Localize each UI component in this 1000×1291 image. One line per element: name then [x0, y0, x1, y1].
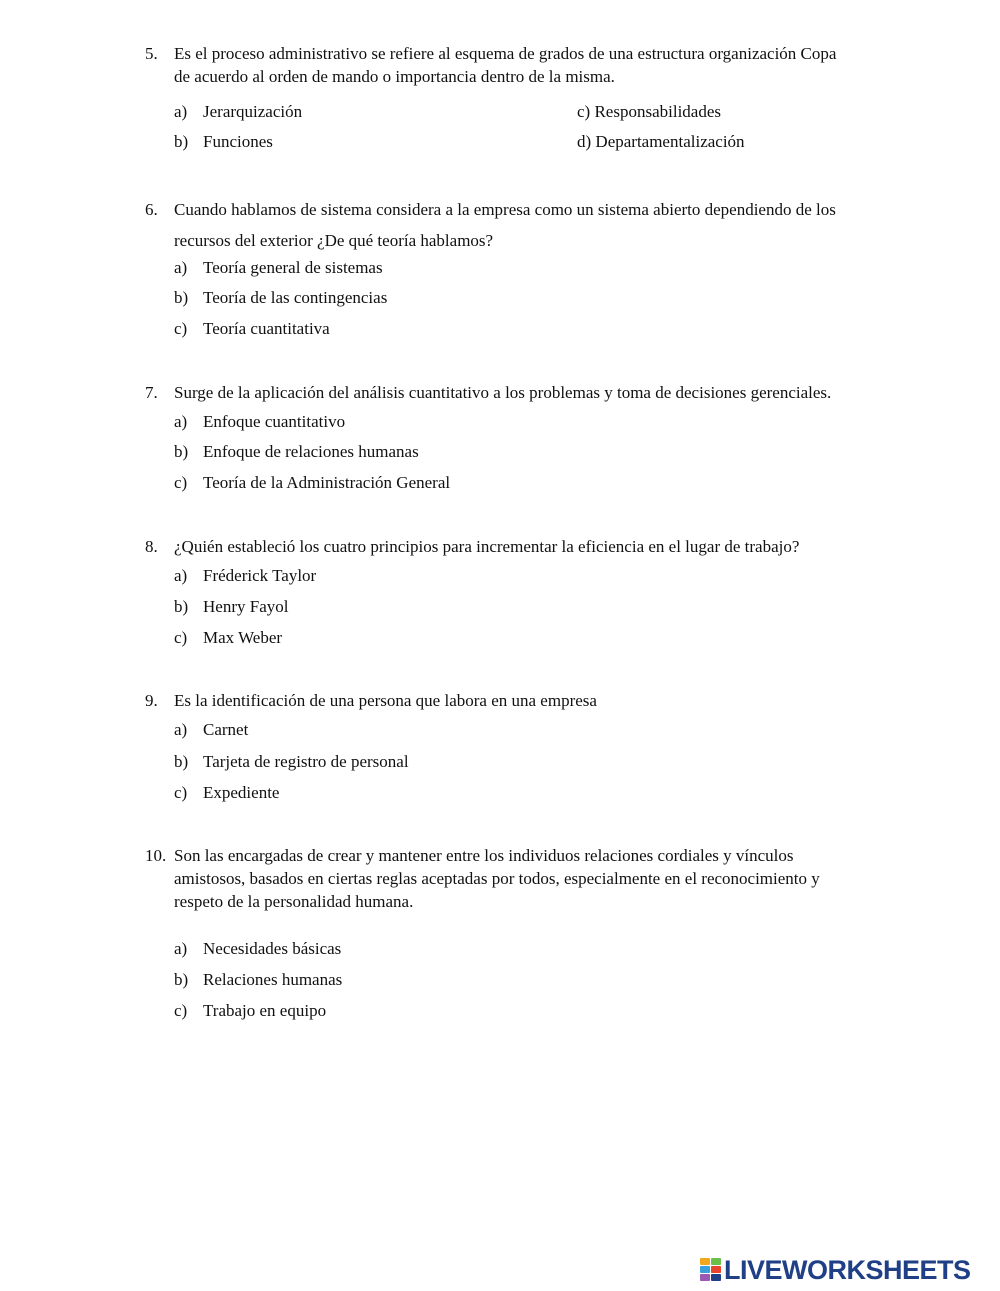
- question-line: Es la identificación de una persona que labora en una empresa: [174, 691, 597, 710]
- question-line: Son las encargadas de crear y mantener entre los individuos relaciones cordiales y vínculos: [174, 846, 794, 865]
- question-text: [174, 844, 894, 913]
- question-text: [174, 381, 894, 404]
- question-line: Cuando hablamos de sistema considera a la empresa como un sistema abierto dependiendo de los: [174, 200, 836, 219]
- option-d[interactable]: d) Departamentalización: [577, 132, 745, 151]
- question-text: [174, 42, 894, 88]
- question-line: amistosos, basados en ciertas reglas aceptadas por todos, especialmente en el reconocimiento y: [174, 869, 820, 888]
- question-text: [174, 194, 894, 256]
- question-line: respeto de la personalidad humana.: [174, 892, 414, 911]
- liveworksheets-logo: [700, 1255, 1000, 1285]
- question-line: recursos del exterior ¿De qué teoría hablamos?: [174, 231, 494, 250]
- question-number: 9.: [145, 691, 158, 710]
- question-number: 10.: [145, 846, 167, 865]
- question-line: Surge de la aplicación del análisis cuantitativo a los problemas y toma de decisiones gerenciales.: [174, 383, 832, 402]
- question-number: 6.: [145, 200, 158, 219]
- liveworksheets-logo-icon: [700, 1258, 722, 1282]
- question-text: [174, 535, 894, 558]
- question-text: [174, 689, 894, 712]
- question-line: Es el proceso administrativo se refiere al esquema de grados de una estructura organización Copa: [174, 44, 837, 63]
- question-number: 8.: [145, 537, 158, 556]
- question-number: 5.: [145, 44, 158, 63]
- question-line: ¿Quién estableció los cuatro principios para incrementar la eficiencia en el lugar de trabajo?: [174, 537, 800, 556]
- question-number: 7.: [145, 383, 158, 402]
- liveworksheets-logo-text: LIVEWORKSHEETS: [724, 1255, 971, 1285]
- option-c[interactable]: c) Responsabilidades: [577, 102, 721, 121]
- question-line: de acuerdo al orden de mando o importancia dentro de la misma.: [174, 67, 615, 86]
